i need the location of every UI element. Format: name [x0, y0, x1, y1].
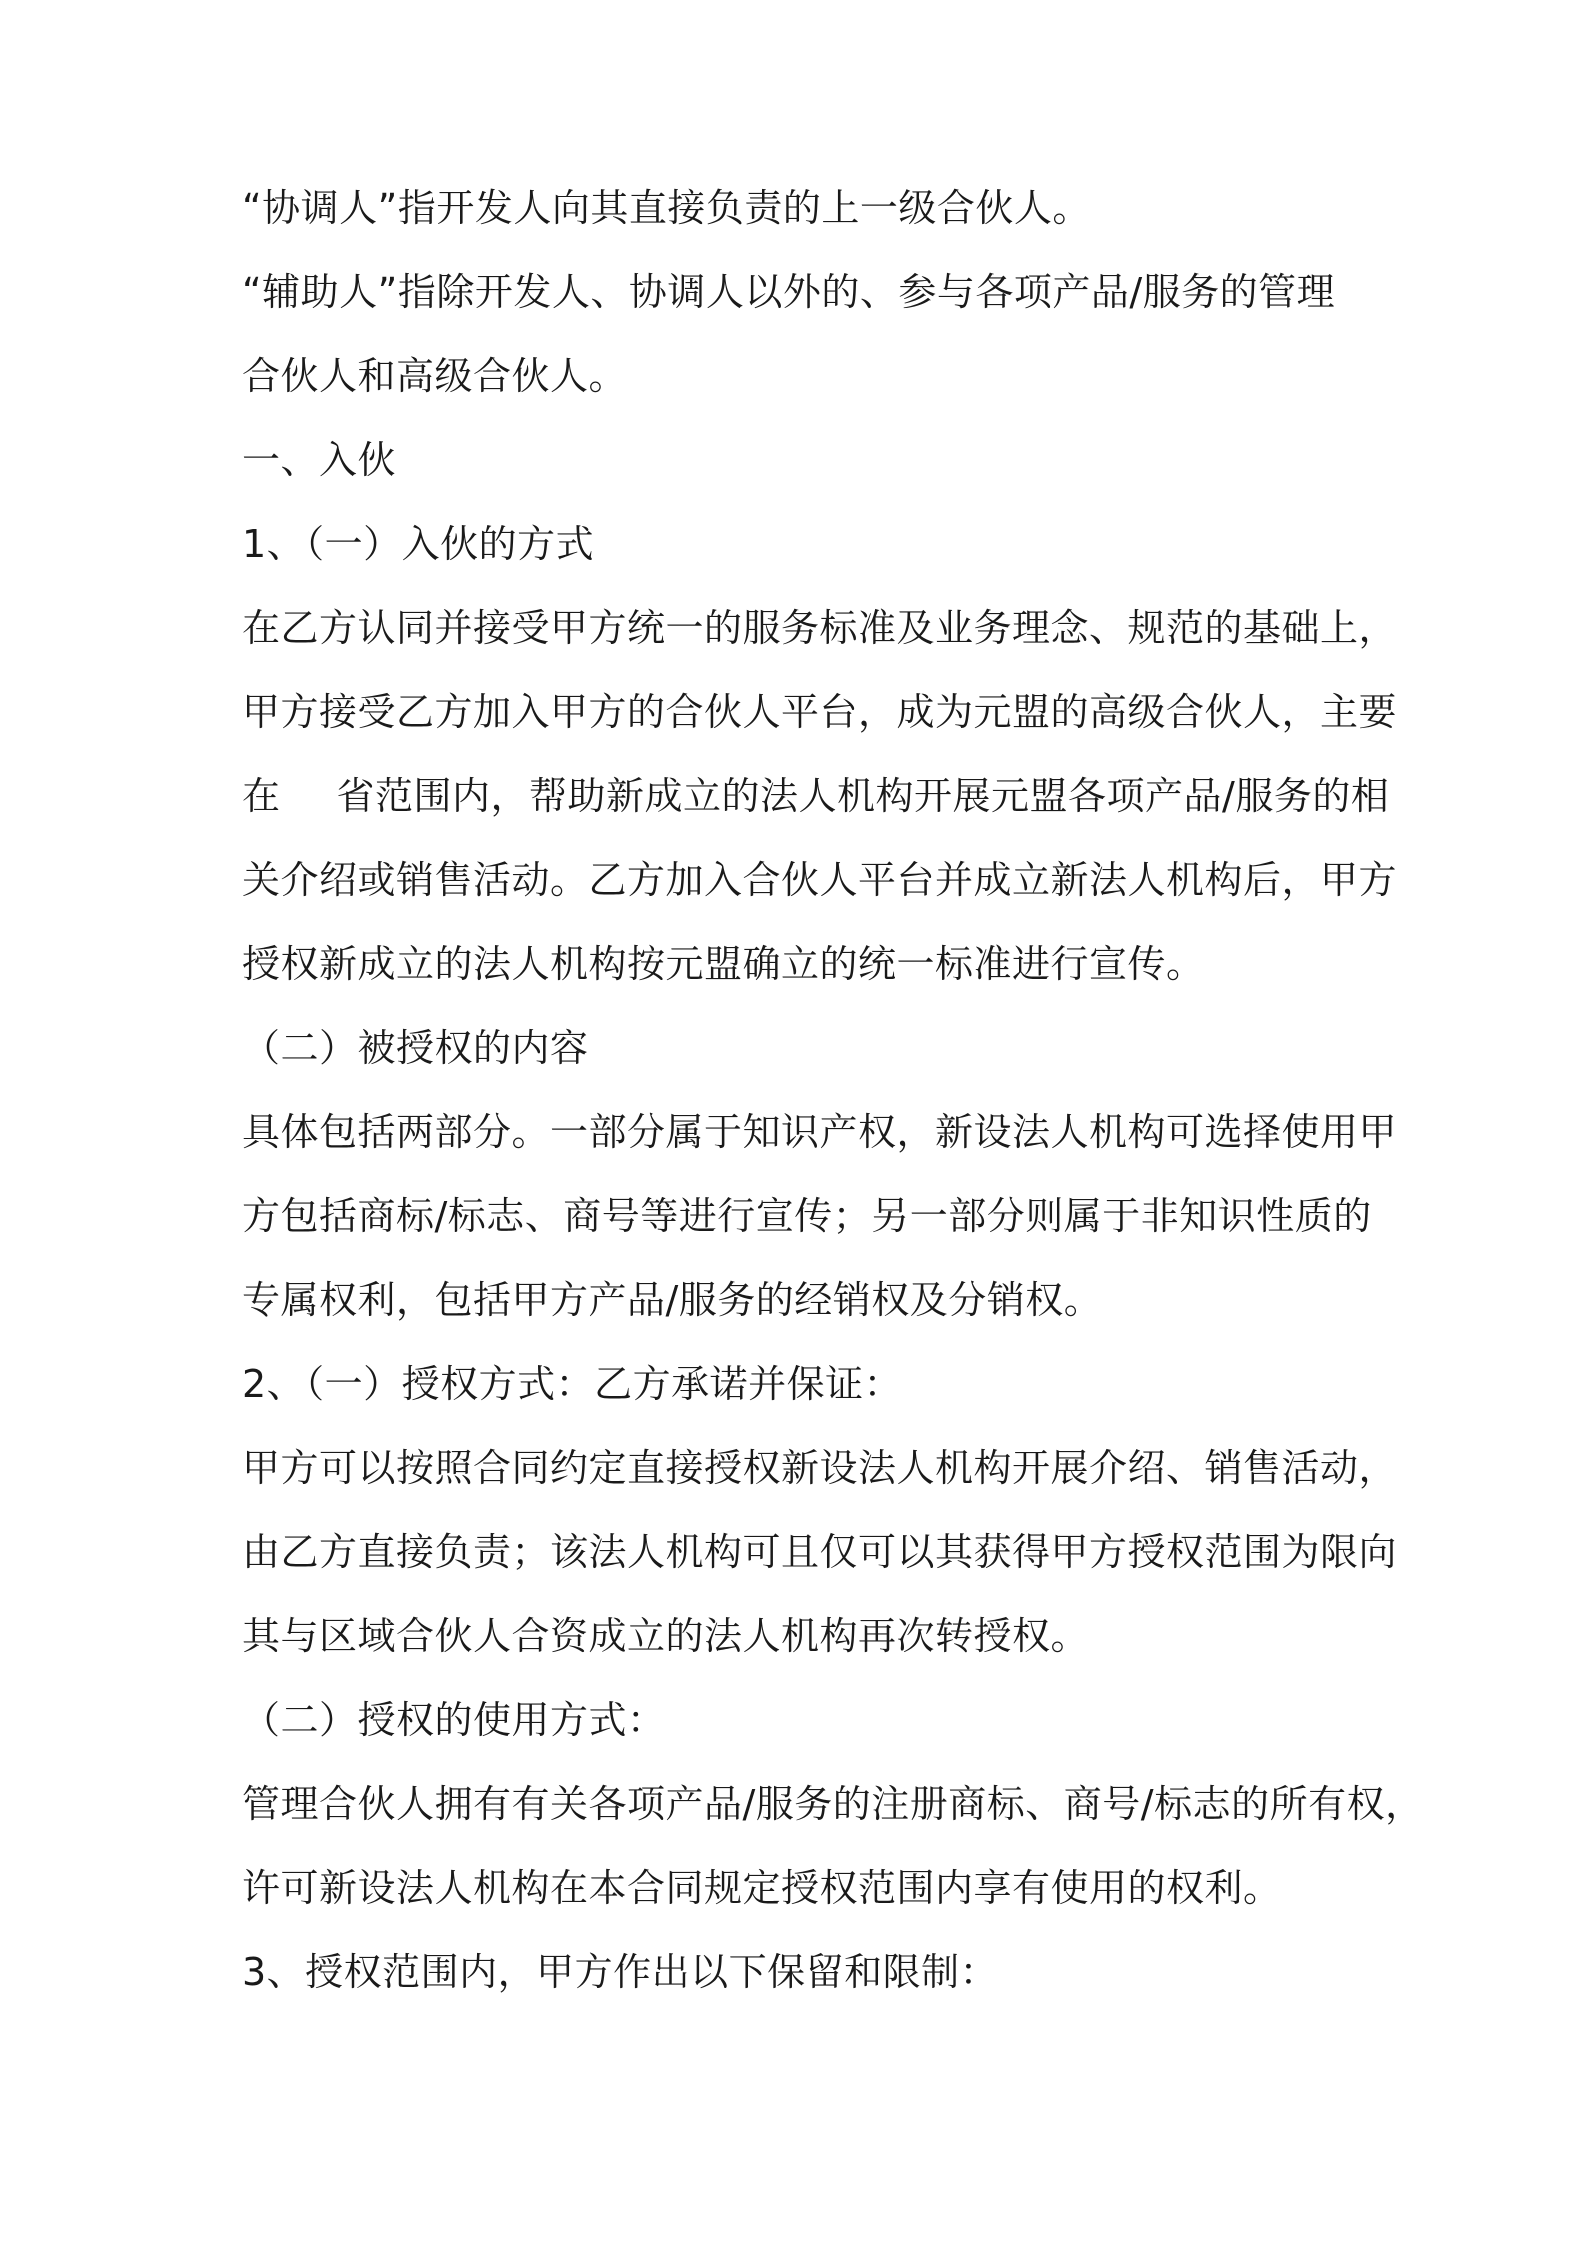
text-line: 由乙方直接负责；该法人机构可且仅可以其获得甲方授权范围为限向 [242, 1530, 1398, 1574]
text-line: 具体包括两部分。一部分属于知识产权，新设法人机构可选择使用甲 [242, 1110, 1398, 1154]
text-line: 授权新成立的法人机构按元盟确立的统一标准进行宣传。 [242, 942, 1205, 986]
text-line: 专属权利，包括甲方产品/服务的经销权及分销权。 [242, 1278, 1103, 1322]
subsection-heading: 1、（一）入伙的方式 [242, 522, 595, 566]
text-line: 许可新设法人机构在本合同规定授权范围内享有使用的权利。 [242, 1866, 1282, 1910]
text-line: “协调人”指开发人向其直接负责的上一级合伙人。 [242, 186, 1091, 230]
subsection-heading: （二）授权的使用方式： [242, 1698, 666, 1742]
document-body [242, 166, 1424, 2014]
text-line: 方包括商标/标志、商号等进行宣传；另一部分则属于非知识性质的 [242, 1194, 1372, 1238]
text-line: “辅助人”指除开发人、协调人以外的、参与各项产品/服务的管理 [242, 270, 1336, 314]
section-heading: 一、入伙 [242, 438, 397, 482]
subsection-heading: 2、（一）授权方式：乙方承诺并保证： [242, 1362, 903, 1406]
subsection-heading: 3、授权范围内，甲方作出以下保留和限制： [242, 1950, 999, 1994]
text-line: 甲方可以按照合同约定直接授权新设法人机构开展介绍、销售活动， [242, 1446, 1398, 1490]
text-line: 关介绍或销售活动。乙方加入合伙人平台并成立新法人机构后，甲方 [242, 858, 1398, 902]
text-line: 管理合伙人拥有有关各项产品/服务的注册商标、商号/标志的所有权， [242, 1782, 1424, 1826]
text-fragment: 省范围内，帮助新成立的法人机构开展元盟各项产品/服务的相 [336, 774, 1390, 818]
text-fragment: 在 [242, 774, 281, 818]
text-line: 甲方接受乙方加入甲方的合伙人平台，成为元盟的高级合伙人，主要 [242, 690, 1398, 734]
text-line: 合伙人和高级合伙人。 [242, 354, 628, 398]
text-line: 其与区域合伙人合资成立的法人机构再次转授权。 [242, 1614, 1090, 1658]
text-line [242, 754, 1390, 838]
subsection-heading: （二）被授权的内容 [242, 1026, 589, 1070]
text-line: 在乙方认同并接受甲方统一的服务标准及业务理念、规范的基础上， [242, 606, 1398, 650]
